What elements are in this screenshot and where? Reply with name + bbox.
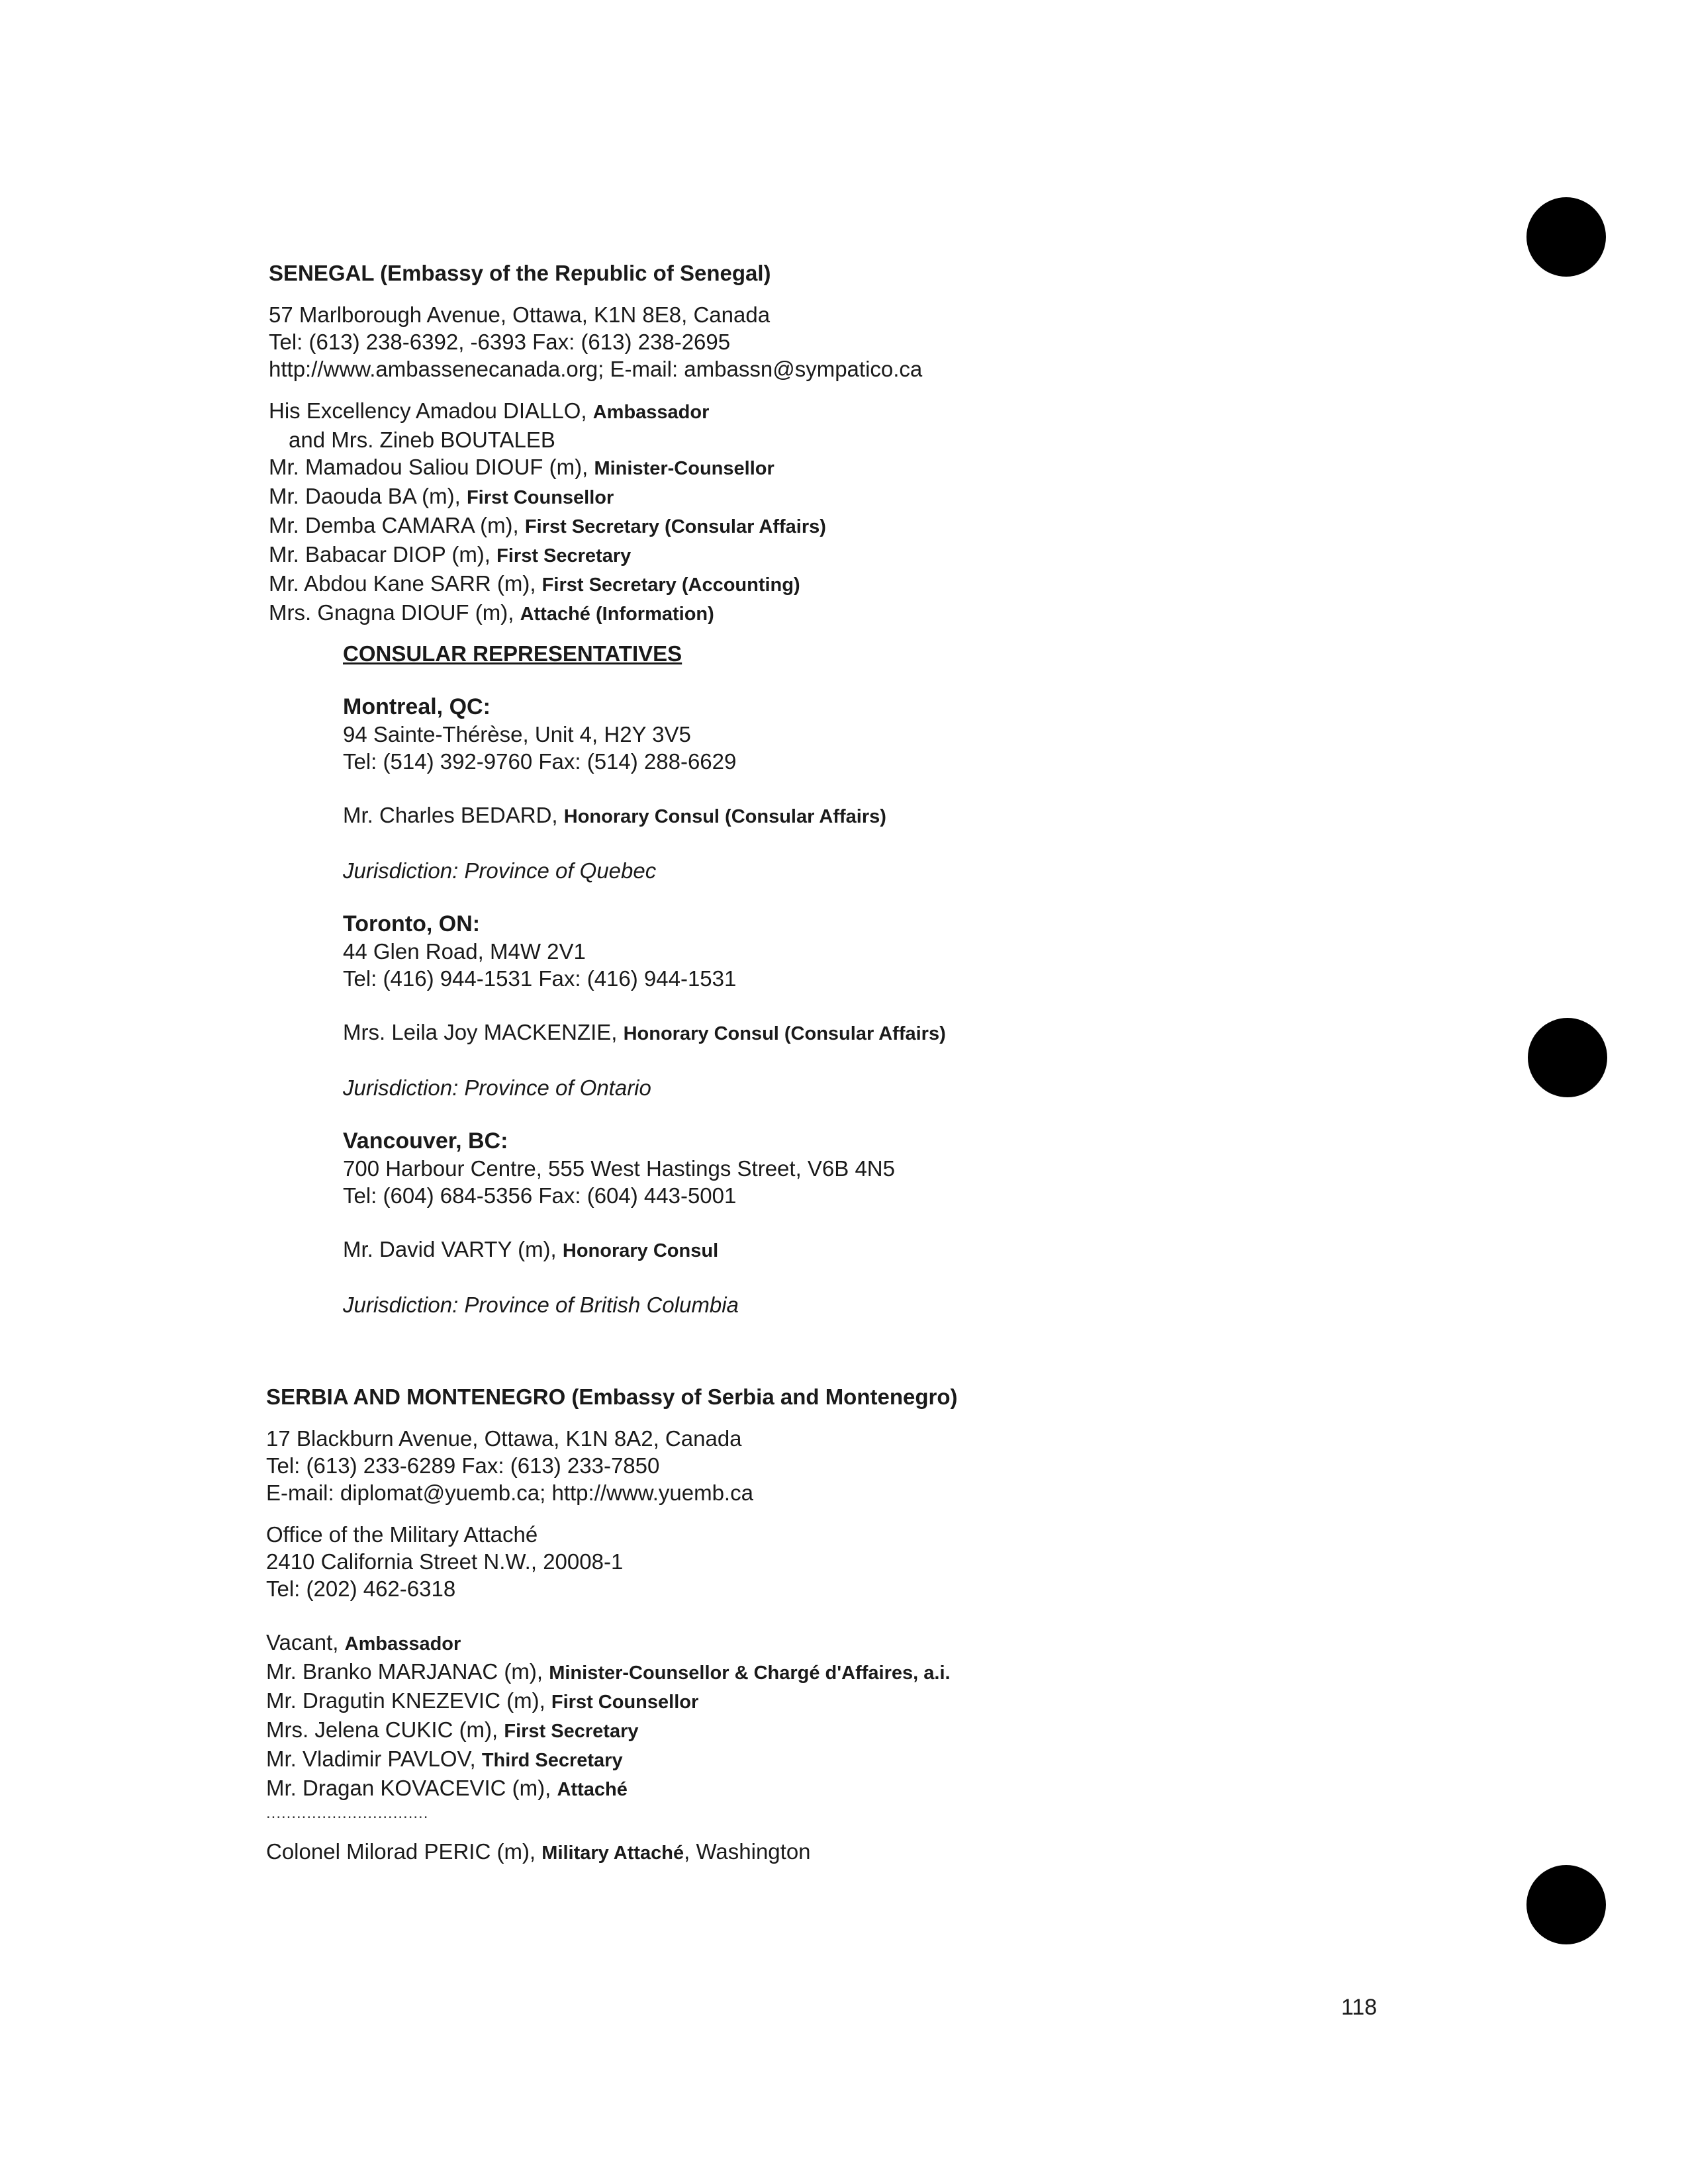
staff-line: Mr. Babacar DIOP (m), First Secretary xyxy=(269,542,632,567)
staff-line: Mr. Mamadou Saliou DIOUF (m), Minister-Counsellor xyxy=(269,455,774,479)
office-city: Vancouver, BC: xyxy=(343,1128,508,1154)
senegal-address: 57 Marlborough Avenue, Ottawa, K1N 8E8, Canada xyxy=(269,302,771,327)
staff-line: Mr. Abdou Kane SARR (m), First Secretary (Accounting) xyxy=(269,571,800,596)
consular-section xyxy=(343,640,946,1318)
staff-line: Mr. Branko MARJANAC (m), Minister-Counsellor & Chargé d'Affaires, a.i. xyxy=(266,1659,951,1684)
staff-line: Mrs. Gnagna DIOUF (m), Attaché (Information) xyxy=(269,600,714,625)
military-attache-line: Colonel Milorad PERIC (m), Military Attaché, Washington xyxy=(266,1839,811,1864)
office-jurisdiction: Jurisdiction: Province of Ontario xyxy=(343,1075,651,1100)
office-tel: Tel: (604) 684-5356 Fax: (604) 443-5001 xyxy=(343,1183,737,1208)
serbia-title: SERBIA AND MONTENEGRO (Embassy of Serbia and Montenegro) xyxy=(266,1385,958,1409)
staff-line: Mr. Vladimir PAVLOV, Third Secretary xyxy=(266,1747,623,1771)
military-address: 2410 California Street N.W., 20008-1 xyxy=(266,1549,624,1574)
senegal-web: http://www.ambassenecanada.org; E-mail: ambassn@sympatico.ca xyxy=(269,357,923,381)
military-tel: Tel: (202) 462-6318 xyxy=(266,1576,456,1601)
staff-line: Mr. Demba CAMARA (m), First Secretary (Consular Affairs) xyxy=(269,513,826,537)
serbia-section xyxy=(266,1383,958,1867)
office-city: Toronto, ON: xyxy=(343,911,481,936)
military-office: Office of the Military Attaché xyxy=(266,1522,538,1547)
binder-hole-bottom xyxy=(1526,1865,1606,1944)
office-address: 44 Glen Road, M4W 2V1 xyxy=(343,939,586,964)
office-tel: Tel: (416) 944-1531 Fax: (416) 944-1531 xyxy=(343,966,737,991)
staff-line: Mr. Dragan KOVACEVIC (m), Attaché xyxy=(266,1776,628,1800)
binder-hole-middle xyxy=(1528,1018,1607,1097)
serbia-tel: Tel: (613) 233-6289 Fax: (613) 233-7850 xyxy=(266,1453,660,1478)
consular-office-toronto xyxy=(343,911,946,1101)
office-city: Montreal, QC: xyxy=(343,694,491,719)
office-consul: Mr. Charles BEDARD, Honorary Consul (Consular Affairs) xyxy=(343,803,886,827)
staff-line: Mrs. Jelena CUKIC (m), First Secretary xyxy=(266,1717,639,1742)
office-jurisdiction: Jurisdiction: Province of British Columbia xyxy=(343,1293,739,1317)
office-tel: Tel: (514) 392-9760 Fax: (514) 288-6629 xyxy=(343,749,737,774)
senegal-section xyxy=(269,259,922,628)
office-jurisdiction: Jurisdiction: Province of Quebec xyxy=(343,858,657,883)
staff-line: Mr. Daouda BA (m), First Counsellor xyxy=(269,484,614,508)
senegal-title: SENEGAL (Embassy of the Republic of Senegal) xyxy=(269,261,771,285)
office-consul: Mrs. Leila Joy MACKENZIE, Honorary Consul (Consular Affairs) xyxy=(343,1020,946,1044)
senegal-tel: Tel: (613) 238-6392, -6393 Fax: (613) 238-2695 xyxy=(269,330,731,354)
office-address: 700 Harbour Centre, 555 West Hastings Street, V6B 4N5 xyxy=(343,1156,895,1181)
staff-line: His Excellency Amadou DIALLO, Ambassador xyxy=(269,398,710,423)
serbia-address: 17 Blackburn Avenue, Ottawa, K1N 8A2, Canada xyxy=(266,1426,742,1451)
office-address: 94 Sainte-Thérèse, Unit 4, H2Y 3V5 xyxy=(343,722,691,747)
staff-line: Vacant, Ambassador xyxy=(266,1630,461,1655)
office-consul: Mr. David VARTY (m), Honorary Consul xyxy=(343,1237,719,1261)
consular-office-vancouver xyxy=(343,1128,946,1318)
dotted-separator: ................................ xyxy=(266,1804,429,1822)
binder-hole-top xyxy=(1526,197,1606,277)
page-number: 118 xyxy=(1341,1995,1378,2020)
consular-office-montreal xyxy=(343,694,946,884)
consular-heading: CONSULAR REPRESENTATIVES xyxy=(343,641,682,666)
staff-line: Mr. Dragutin KNEZEVIC (m), First Counsellor xyxy=(266,1688,699,1713)
staff-line: and Mrs. Zineb BOUTALEB xyxy=(289,428,555,452)
serbia-web: E-mail: diplomat@yuemb.ca; http://www.yuemb.ca xyxy=(266,1480,753,1505)
